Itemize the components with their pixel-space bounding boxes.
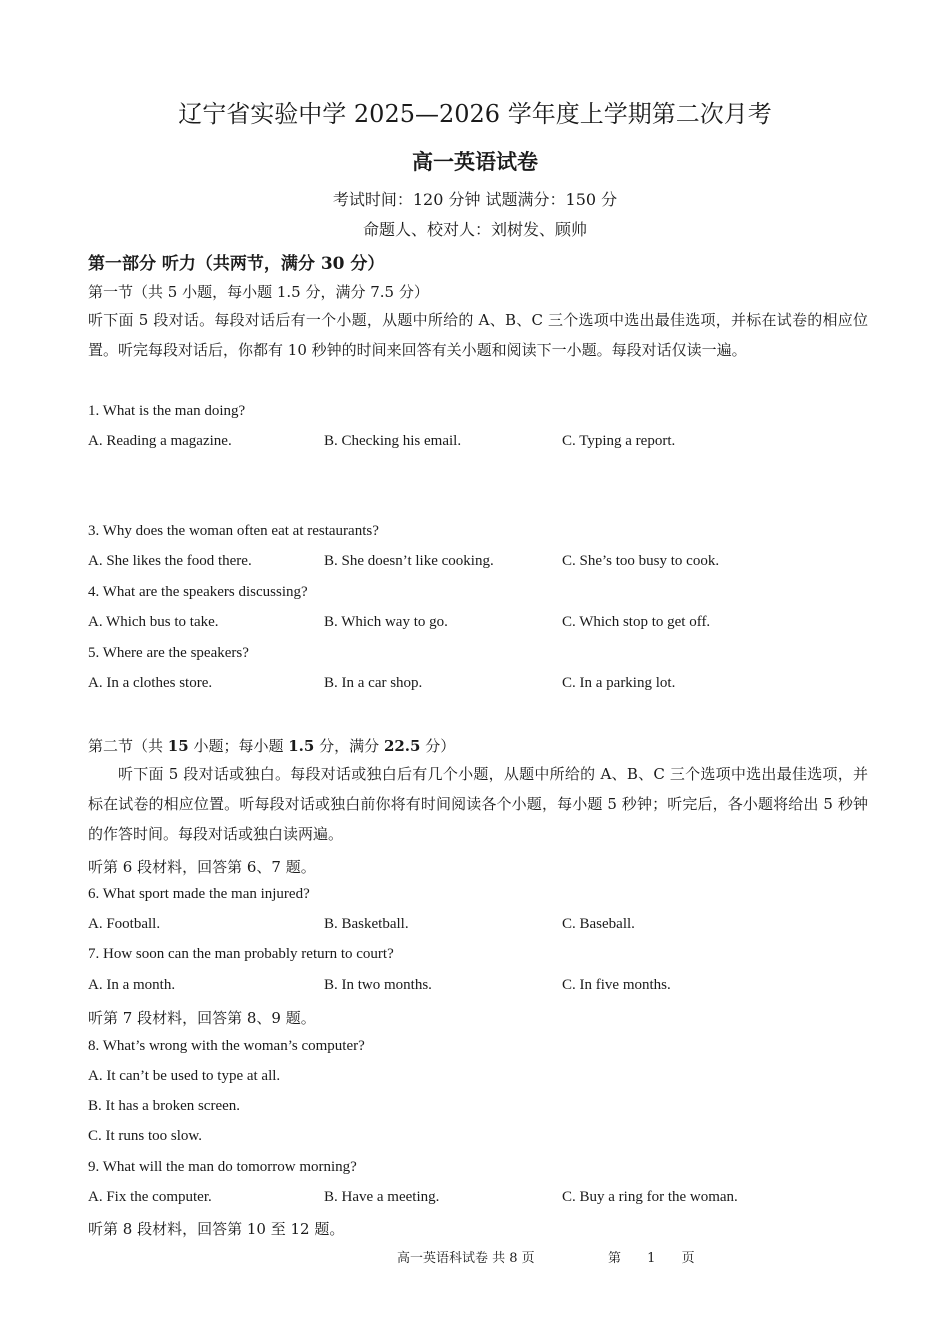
question-4-option-b: B. Which way to go. <box>324 614 448 630</box>
question-4-stem: 4. What are the speakers discussing? <box>88 584 308 600</box>
section2-title-post: 分） <box>425 737 456 755</box>
question-8-option-a: A. It can’t be used to type at all. <box>88 1068 281 1084</box>
question-9-option-c: C. Buy a ring for the woman. <box>562 1189 738 1205</box>
question-1-option-c: C. Typing a report. <box>562 433 676 449</box>
question-7-stem: 7. How soon can the man probably return to court? <box>88 946 394 962</box>
question-8-option-b: B. It has a broken screen. <box>88 1098 241 1114</box>
question-3-option-c: C. She’s too busy to cook. <box>562 553 720 569</box>
exam-info: 考试时间：120 分钟 试题满分：150 分 <box>332 190 618 209</box>
question-1-option-a: A. Reading a magazine. <box>88 433 232 449</box>
question-1-option-b: B. Checking his email. <box>324 433 462 449</box>
question-4-option-c: C. Which stop to get off. <box>562 614 711 630</box>
question-5-option-b: B. In a car shop. <box>324 675 423 691</box>
section2-title-pre: 第二节（共 <box>88 737 164 755</box>
exam-subtitle: 高一英语试卷 <box>412 149 538 174</box>
section2-title-mid1: 小题；每小题 <box>193 737 284 755</box>
question-6-option-a: A. Football. <box>88 916 161 932</box>
footer-page-label-pre: 第 <box>608 1251 622 1266</box>
section1-instructions: 听下面 5 段对话。每段对话后有一个小题，从题中所给的 A、B、C 三个选项中选出最佳选项，并标在试卷的相应位置。听完每段对话后，你都有 10 秒钟的时间来回答有关小题和阅读下一小题。每段对话仅读一遍。 <box>88 311 868 359</box>
question-8-stem: 8. What’s wrong with the woman’s computer? <box>88 1038 365 1054</box>
question-3-stem: 3. Why does the woman often eat at restaurants? <box>88 523 379 539</box>
question-3-option-a: A. She likes the food there. <box>88 553 252 569</box>
section2-question-count: 15 <box>167 737 189 755</box>
question-6-option-b: B. Basketball. <box>324 916 409 932</box>
question-9-stem: 9. What will the man do tomorrow morning? <box>88 1159 357 1175</box>
question-6-option-c: C. Baseball. <box>562 916 635 932</box>
footer-page-number: 1 <box>647 1251 656 1266</box>
part1-title: 第一部分 听力（共两节，满分 30 分） <box>88 254 385 274</box>
question-5-stem: 5. Where are the speakers? <box>88 645 249 661</box>
question-5-option-a: A. In a clothes store. <box>88 675 213 691</box>
material-6-note: 听第 6 段材料，回答第 6、7 题。 <box>88 858 316 876</box>
material-7-note: 听第 7 段材料，回答第 8、9 题。 <box>88 1009 316 1027</box>
section2-points-total: 22.5 <box>383 737 421 755</box>
exam-title: 辽宁省实验中学 2025—2026 学年度上学期第二次月考 <box>178 100 772 128</box>
question-5-option-c: C. In a parking lot. <box>562 675 676 691</box>
question-9-option-b: B. Have a meeting. <box>324 1189 440 1205</box>
section1-title: 第一节（共 5 小题，每小题 1.5 分，满分 7.5 分） <box>88 283 429 301</box>
section2-title-mid2: 分，满分 <box>319 737 380 755</box>
section2-instructions: 听下面 5 段对话或独白。每段对话或独白后有几个小题，从题中所给的 A、B、C 三个选项中选出最佳选项，并标在试卷的相应位置。听每段对话或独白前你将有时间阅读各个小题，每小题 5 秒钟；听完后，各小题将给出 5 秒钟的作答时间。每段对话或独白读两遍。 <box>88 765 868 843</box>
section2-title <box>88 735 455 756</box>
footer-exam-label: 高一英语科试卷 共 8 页 <box>397 1251 535 1266</box>
footer-page-indicator <box>608 1247 695 1266</box>
question-4-option-a: A. Which bus to take. <box>88 614 219 630</box>
question-7-option-b: B. In two months. <box>324 977 432 993</box>
question-7-option-c: C. In five months. <box>562 977 671 993</box>
question-1-stem: 1. What is the man doing? <box>88 403 246 419</box>
question-8-option-c: C. It runs too slow. <box>88 1128 203 1144</box>
exam-authors: 命题人、校对人：刘树发、顾帅 <box>362 220 587 239</box>
section2-points-each: 1.5 <box>288 737 315 755</box>
footer-page-label-post: 页 <box>681 1251 695 1266</box>
question-3-option-b: B. She doesn’t like cooking. <box>324 553 494 569</box>
material-8-note: 听第 8 段材料，回答第 10 至 12 题。 <box>88 1220 345 1238</box>
question-7-option-a: A. In a month. <box>88 977 176 993</box>
question-6-stem: 6. What sport made the man injured? <box>88 886 310 902</box>
question-9-option-a: A. Fix the computer. <box>88 1189 212 1205</box>
